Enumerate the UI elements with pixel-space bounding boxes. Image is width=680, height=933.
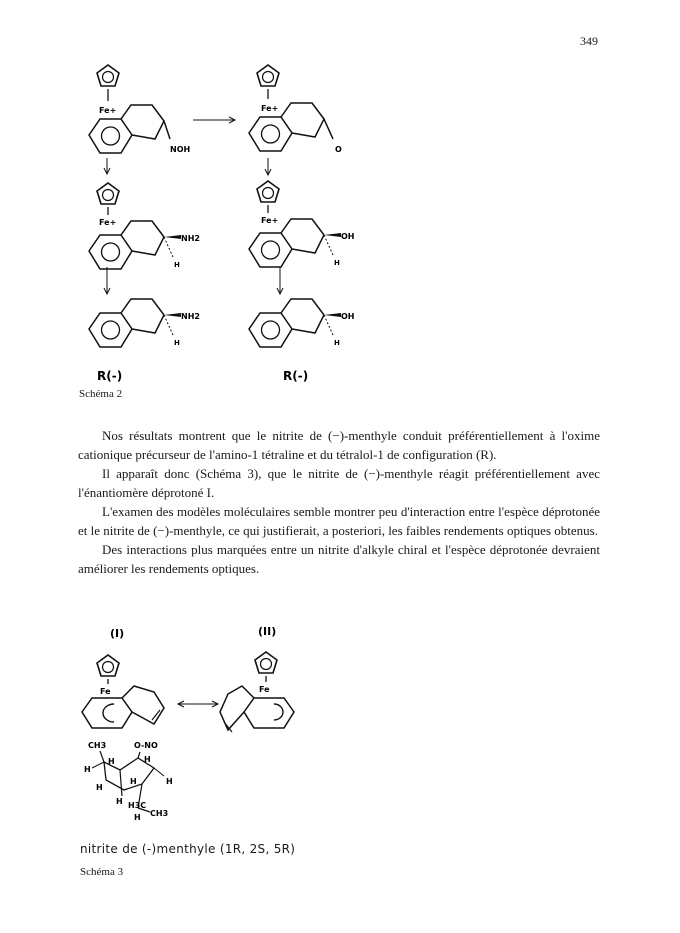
h-label: H <box>134 813 141 822</box>
fe-label: Fe+ <box>261 104 279 113</box>
ch3-label: CH3 <box>88 741 107 750</box>
fe-label: Fe+ <box>261 216 279 225</box>
h-label: H <box>96 783 103 792</box>
amine-complex <box>89 183 200 269</box>
amine-group-label: NH2 <box>181 312 200 321</box>
scheme-3-caption: Schéma 3 <box>80 866 124 878</box>
scheme-2-diagram <box>75 55 455 415</box>
ch3-label: CH3 <box>150 809 169 818</box>
ketone-oxygen-label: O <box>335 145 342 154</box>
left-configuration-label: R(-) <box>97 369 123 383</box>
nitrite-caption: nitrite de (-)menthyle (1R, 2S, 5R) <box>80 842 296 856</box>
ketone-complex <box>249 65 342 154</box>
h-label: H <box>144 755 151 764</box>
h-label: H <box>84 765 91 774</box>
right-configuration-label: R(-) <box>283 369 309 383</box>
fe-label: Fe+ <box>99 106 117 115</box>
h3c-label: H3C <box>128 801 147 810</box>
paragraph: L'examen des modèles moléculaires semble montrer peu d'interaction entre l'espèce déprotonée et le nitrite de (−)-menthyle, ce qui justifierait, a posteriori, les faibles rendements optiques obtenus. <box>78 504 600 538</box>
structure-ii <box>220 652 294 732</box>
h-label: H <box>108 757 115 766</box>
resonance-arrow <box>178 701 218 707</box>
alcohol-complex <box>249 181 355 267</box>
h-label: H <box>116 797 123 806</box>
amino-tetraline <box>89 299 200 347</box>
h-label: H <box>166 777 173 786</box>
h-label: H <box>334 259 340 267</box>
oxime-complex <box>89 65 190 154</box>
structure-i <box>82 655 164 728</box>
menthyl-nitrite-structure <box>84 741 173 822</box>
label-i: (I) <box>110 627 125 640</box>
h-label: H <box>174 339 180 347</box>
o-no-label: O-NO <box>134 741 158 750</box>
oxime-group-label: NOH <box>170 145 191 154</box>
scheme-2-caption: Schéma 2 <box>79 388 123 400</box>
fe-label: Fe <box>259 685 270 694</box>
h-label: H <box>130 777 137 786</box>
h-label: H <box>334 339 340 347</box>
fe-label: Fe+ <box>99 218 117 227</box>
label-ii: (II) <box>258 625 277 638</box>
alcohol-group-label: OH <box>341 312 355 321</box>
tetralol <box>249 299 355 347</box>
paragraph: Des interactions plus marquées entre un nitrite d'alkyle chiral et l'espèce déprotonée devraient améliorer les rendements optiques. <box>78 542 600 576</box>
amine-group-label: NH2 <box>181 234 200 243</box>
scheme-3-diagram <box>78 612 318 842</box>
fe-label: Fe <box>100 687 111 696</box>
alcohol-group-label: OH <box>341 232 355 241</box>
body-text <box>78 426 600 578</box>
paragraph: Il apparaît donc (Schéma 3), que le nitrite de (−)-menthyle réagit préférentiellement avec l'énantiomère déprotoné I. <box>78 466 600 500</box>
h-label: H <box>174 261 180 269</box>
paragraph: Nos résultats montrent que le nitrite de (−)-menthyle conduit préférentiellement à l'oxime cationique précurseur de l'amino-1 tétraline et du tétralol-1 de configuration (R). <box>78 428 600 462</box>
page-number: 349 <box>580 34 598 48</box>
